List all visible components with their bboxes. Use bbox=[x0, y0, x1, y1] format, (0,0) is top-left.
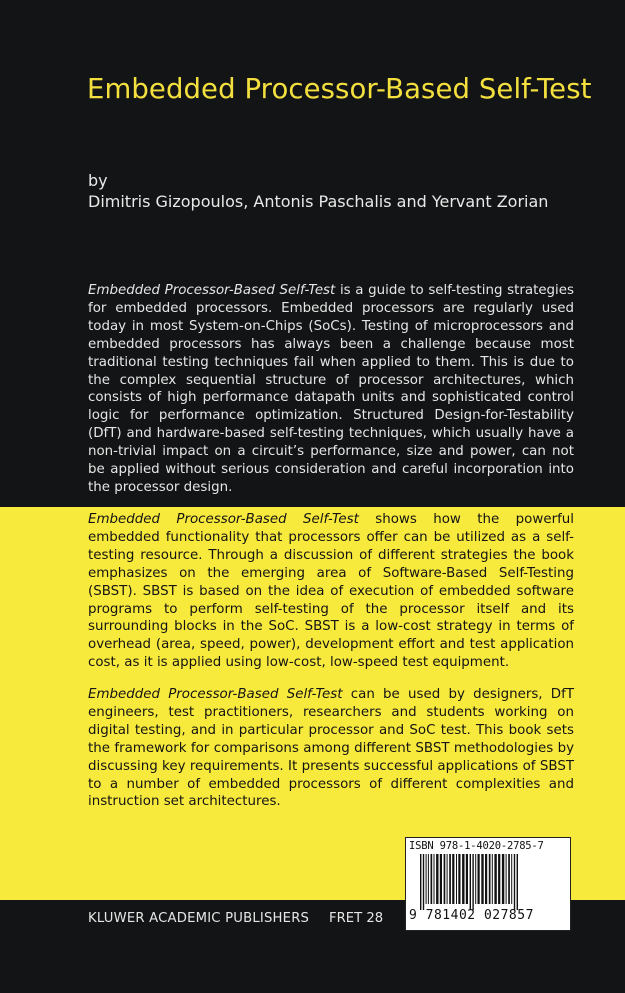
barcode-bar bbox=[423, 854, 424, 910]
barcode-bar bbox=[444, 854, 446, 904]
paragraph-text: shows how the powerful embedded functionality that processors offer can be utilized as a self-testing resource. Through a discussion of different strategies the book emphasizes on the emerging area of Software-Based Self-Testing (SBST). SBST is based on the idea of execution of embedded software programs to perform self-testing of the processor itself and its surrounding blocks in the SoC. SBST is a low-cost strategy in terms of overhead (area, speed, power), development effort and test application cost, as it is applied using low-cost, low-speed test equipment. bbox=[88, 512, 574, 671]
barcode-bar bbox=[447, 854, 448, 904]
barcode-bar bbox=[508, 854, 510, 904]
barcode-bar bbox=[506, 854, 507, 904]
barcode-bar bbox=[475, 854, 476, 904]
barcode-bar bbox=[511, 854, 512, 904]
publisher-name: KLUWER ACADEMIC PUBLISHERS bbox=[88, 911, 310, 926]
barcode-bar bbox=[470, 854, 471, 910]
barcode-bar bbox=[434, 854, 435, 904]
barcode-number: 9 781402 027857 bbox=[409, 908, 534, 923]
authors: Dimitris Gizopoulos, Antonis Paschalis and Yervant Zorian bbox=[88, 192, 549, 211]
by-label: by bbox=[88, 171, 108, 190]
barcode-bar bbox=[436, 854, 438, 904]
description-paragraph-2 bbox=[88, 511, 574, 672]
book-title: Embedded Processor-Based Self-Test bbox=[87, 73, 592, 105]
barcode-bar bbox=[452, 854, 454, 904]
barcode-bar bbox=[431, 854, 433, 904]
barcode-bar bbox=[426, 854, 427, 904]
isbn-label: ISBN 978-1-4020-2785-7 bbox=[409, 840, 544, 852]
book-title-italic: Embedded Processor-Based Self-Test bbox=[88, 283, 336, 298]
barcode-bar bbox=[449, 854, 451, 904]
barcode-bar bbox=[514, 854, 515, 910]
barcode-bar bbox=[456, 854, 457, 904]
isbn-barcode bbox=[405, 837, 571, 931]
barcode-bar bbox=[502, 854, 504, 904]
paragraph-text: is a guide to self-testing strategies for embedded processors. Embedded processors are regularly used today in most System-on-Chips (SoCs). Testing of microprocessors and embedded processors has always been a challenge because most traditional testing techniques fail when applied to them. This is due to the complex sequential structure of processor architectures, which consists of high performance datapath units and sophisticated control logic for performance optimization. Structured Design-for-Testability (DfT) and hardware-based self-testing techniques, which usually have a non-trivial impact on a circuit’s performance, size and power, can not be applied without serious consideration and careful incorporation into the processor design. bbox=[88, 283, 574, 495]
barcode-bar bbox=[478, 854, 480, 904]
book-title-italic: Embedded Processor-Based Self-Test bbox=[88, 512, 359, 527]
barcode-bar bbox=[440, 854, 442, 904]
barcode-bar bbox=[458, 854, 460, 904]
barcode-bar bbox=[485, 854, 487, 904]
barcode-bar bbox=[420, 854, 421, 910]
barcode-bars bbox=[410, 854, 566, 910]
barcode-bar bbox=[498, 854, 500, 904]
barcode-bar bbox=[489, 854, 491, 904]
book-title-italic: Embedded Processor-Based Self-Test bbox=[88, 687, 343, 702]
barcode-bar bbox=[517, 854, 518, 910]
barcode-bar bbox=[472, 854, 473, 910]
barcode-bar bbox=[481, 854, 483, 904]
barcode-bar bbox=[492, 854, 493, 904]
barcode-bar bbox=[466, 854, 468, 904]
series-label: FRET 28 bbox=[329, 911, 384, 926]
paragraph-text: can be used by designers, DfT engineers, test practitioners, researchers and students working on digital testing, and in particular processor and SoC test. This book sets the framework for comparisons among different SBST methodologies by discussing key requirements. It presents successful applications of SBST to a number of embedded processors of different complexities and instruction set architectures. bbox=[88, 687, 575, 810]
description-paragraph-1 bbox=[88, 282, 574, 497]
description-paragraph-3 bbox=[88, 686, 574, 811]
barcode-bar bbox=[428, 854, 429, 904]
barcode-bar bbox=[462, 854, 464, 904]
barcode-bar bbox=[494, 854, 496, 904]
